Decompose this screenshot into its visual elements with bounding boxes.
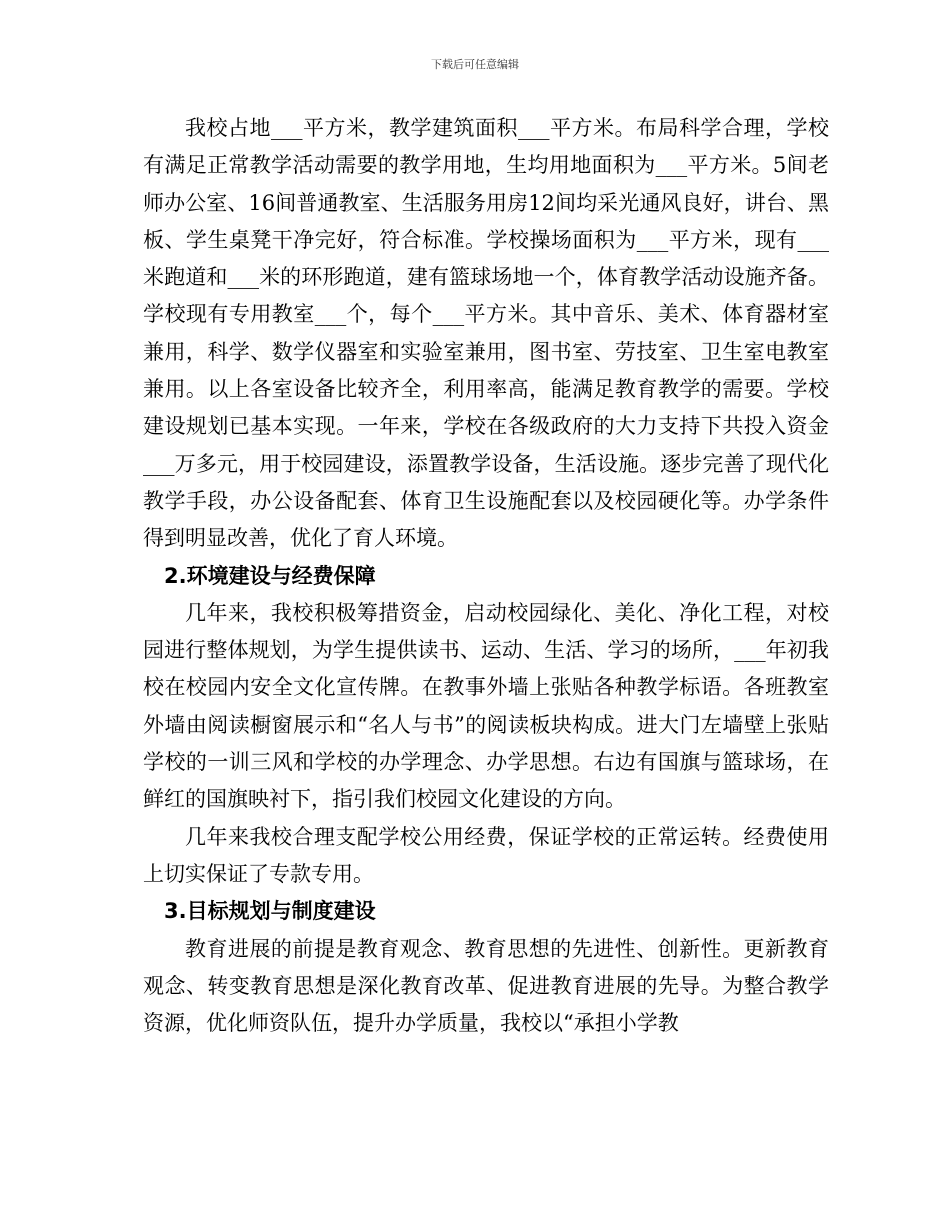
page-header: 下载后可任意编辑	[431, 58, 519, 71]
section-heading-environment: 2.环境建设与经费保障	[164, 563, 376, 588]
paragraph-planning: 教育进展的前提是教育观念、教育思想的先进性、创新性。更新教育观念、转变教育思想是深化教育改革、促进教育进展的先导。为整合教学资源，优化师资队伍，提升办学质量，我校以“承担小学教	[143, 936, 829, 1036]
document-body	[143, 110, 829, 1042]
section-heading-planning: 3.目标规划与制度建设	[164, 899, 376, 924]
paragraph-environment: 几年来，我校积极筹措资金，启动校园绿化、美化、净化工程，对校园进行整体规划，为学生提供读书、运动、生活、学习的场所，___年初我校在校园内安全文化宣传牌。在教事外墙上张贴各种教学标语。各班教室外墙由阅读橱窗展示和“名人与书”的阅读板块构成。进大门左墙壁上张贴学校的一训三风和学校的办学理念、办学思想。右边有国旗与篮球场，在鲜红的国旗映衬下，指引我们校园文化建设的方向。	[143, 600, 829, 812]
paragraph-funding: 几年来我校合理支配学校公用经费，保证学校的正常运转。经费使用上切实保证了专款专用。	[143, 824, 829, 886]
paragraph-facilities: 我校占地___平方米，教学建筑面积___平方米。布局科学合理，学校有满足正常教学活动需要的教学用地，生均用地面积为___平方米。5间老师办公室、16间普通教室、生活服务用房12间均采光通风良好，讲台、黑板、学生桌凳干净完好，符合标准。学校操场面积为___平方米，现有___米跑道和___米的环形跑道，建有篮球场地一个，体育教学活动设施齐备。学校现有专用教室___个，每个___平方米。其中音乐、美术、体育器材室兼用，科学、数学仪器室和实验室兼用，图书室、劳技室、卫生室电教室兼用。以上各室设备比较齐全，利用率高，能满足教育教学的需要。学校建设规划已基本实现。一年来，学校在各级政府的大力支持下共投入资金___万多元，用于校园建设，添置教学设备，生活设施。逐步完善了现代化教学手段，办公设备配套、体育卫生设施配套以及校园硬化等。办学条件得到明显改善，优化了育人环境。	[143, 116, 829, 551]
